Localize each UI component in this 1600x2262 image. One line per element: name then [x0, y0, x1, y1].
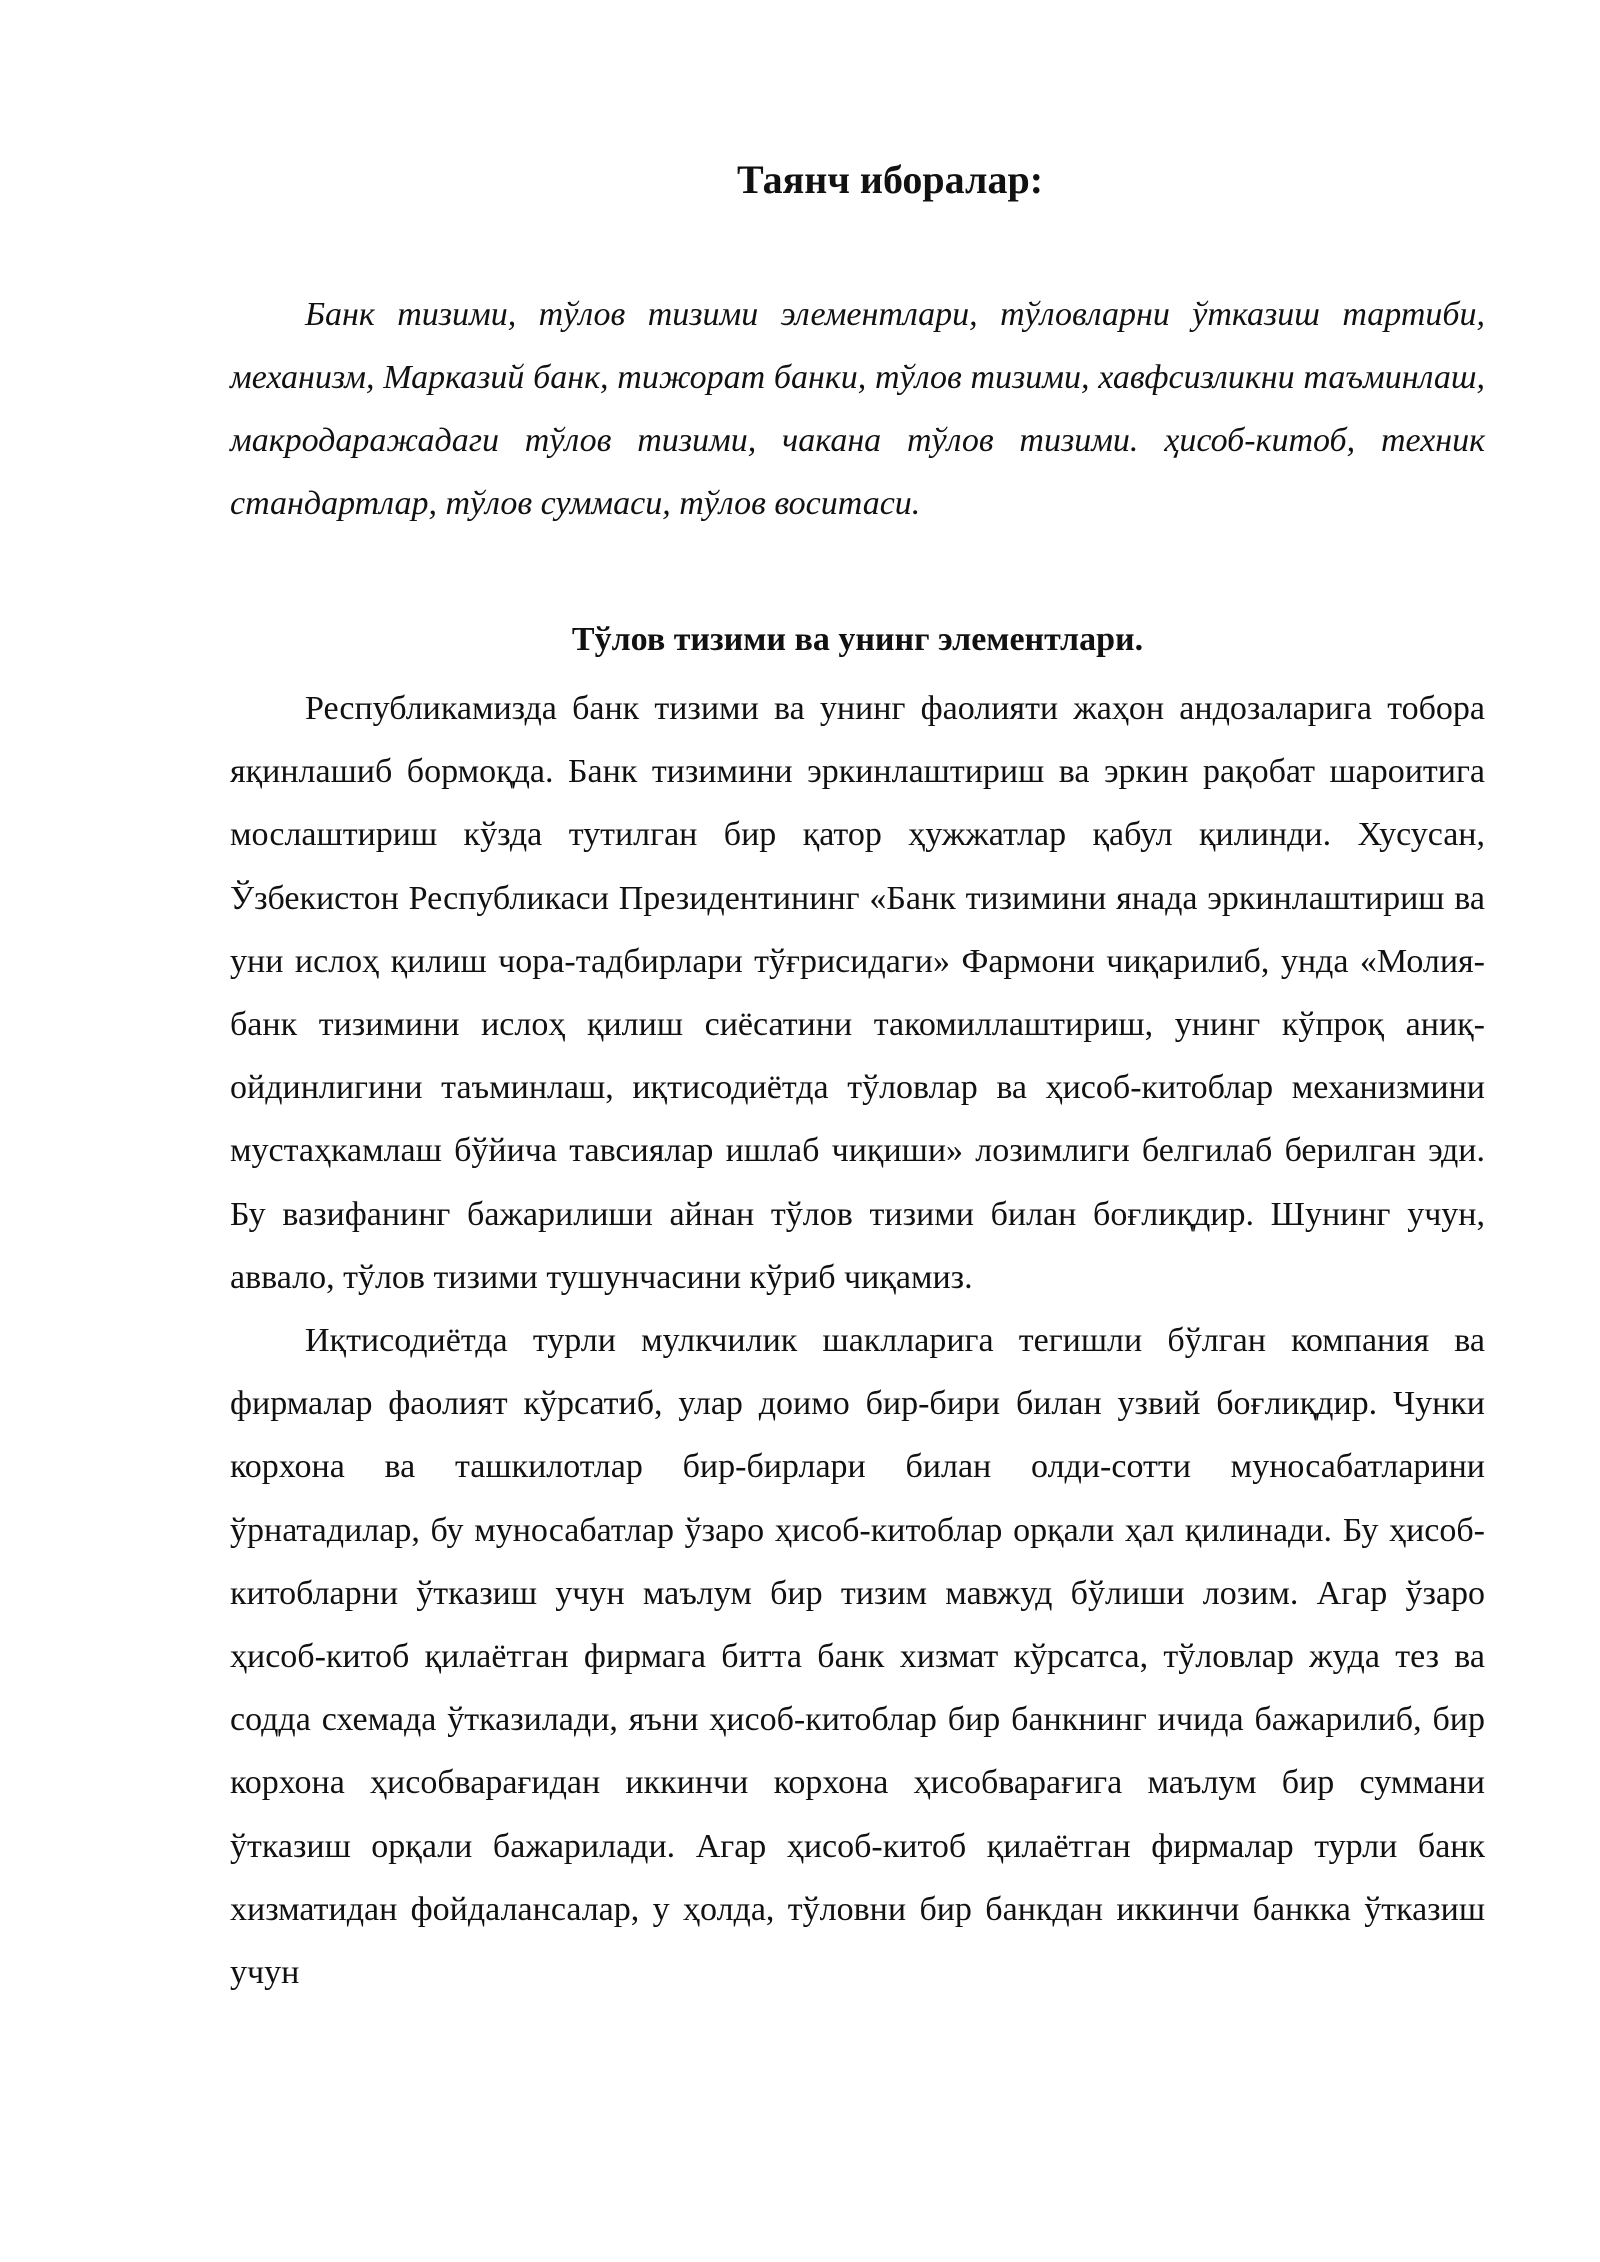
body-text: [230, 677, 1485, 2004]
body-paragraph-1: Республикамизда банк тизими ва унинг фаолияти жаҳон андозаларига тобора яқинлашиб бормоқда. Банк тизимини эркинлаштириш ва эркин рақобат шароитига мослаштириш кўзда тутилган бир қатор ҳужжатлар қабул қилинди. Хусусан, Ўзбекистон Республикаси Президентининг «Банк тизимини янада эркинлаштириш ва уни ислоҳ қилиш чора-тадбирлари тўғрисидаги» Фармони чиқарилиб, унда «Молия-банк тизимини ислоҳ қилиш сиёсатини такомиллаштириш, унинг кўпроқ аниқ-ойдинлигини таъминлаш, иқтисодиётда тўловлар ва ҳисоб-китоблар механизмини мустаҳкамлаш бўйича тавсиялар ишлаб чиқиши» лозимлиги белгилаб берилган эди. Бу вазифанинг бажарилиши айнан тўлов тизими билан боғлиқдир. Шунинг учун, аввало, тўлов тизими тушунчасини кўриб чиқамиз.: [230, 690, 1485, 1296]
main-heading: Таянч иборалар:: [736, 157, 1044, 202]
body-paragraph-2: Иқтисодиётда турли мулкчилик шаклларига тегишли бўлган компания ва фирмалар фаолият кўрсатиб, улар доимо бир-бири билан узвий боғлиқдир. Чунки корхона ва ташкилотлар бир-бирлари билан олди-сотти муносабатларини ўрнатадилар, бу муносабатлар ўзаро ҳисоб-китоблар орқали ҳал қилинади. Бу ҳисоб-китобларни ўтказиш учун маълум бир тизим мавжуд бўлиши лозим. Агар ўзаро ҳисоб-китоб қилаётган фирмага битта банк хизмат кўрсатса, тўловлар жуда тез ва содда схемада ўтказилади, яъни ҳисоб-китоблар бир банкнинг ичида бажарилиб, бир корхона ҳисобварағидан иккинчи корхона ҳисобварағига маълум бир суммани ўтказиш орқали бажарилади. Агар ҳисоб-китоб қилаётган фирмалар турли банк хизматидан фойдалансалар, у ҳолда, тўловни бир банкдан иккинчи банкка ўтказиш учун: [230, 1322, 1485, 1992]
section-heading: Тўлов тизими ва унинг элементлари.: [571, 621, 1144, 658]
keywords-paragraph: Банк тизими, тўлов тизими элементлари, тўловларни ўтказиш тартиби, механизм, Марказий банк, тижорат банки, тўлов тизими, хавфсизликни таъминлаш, макродаражадаги тўлов тизими, чакана тўлов тизими. ҳисоб-китоб, техник стандартлар, тўлов суммаси, тўлов воситаси.: [230, 296, 1485, 522]
